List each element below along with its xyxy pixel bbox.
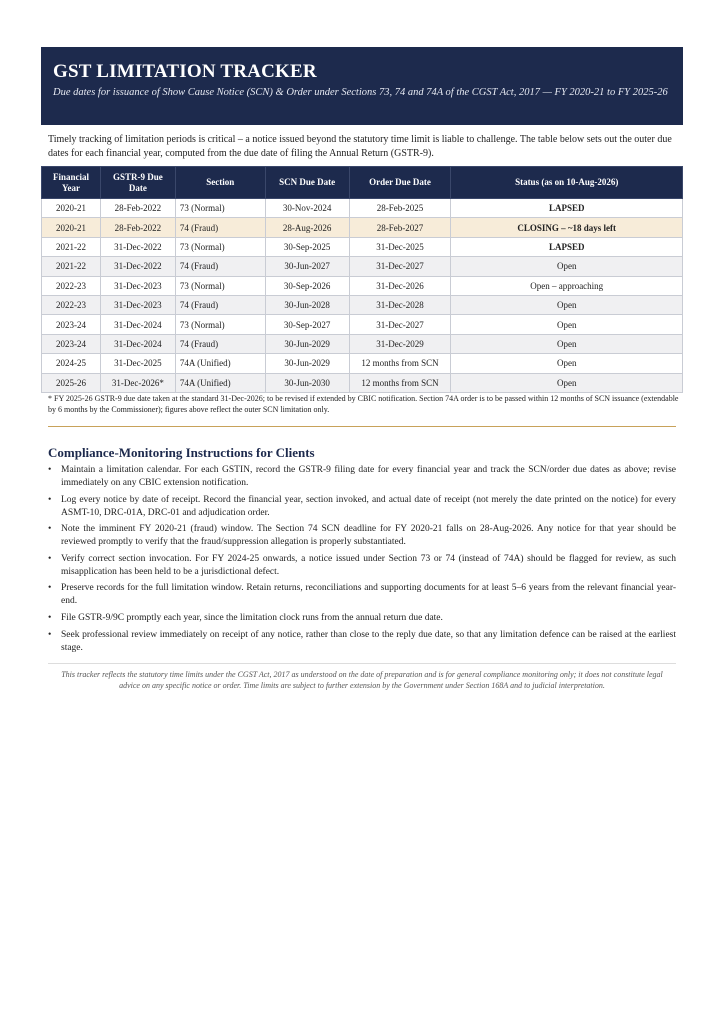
disclaimer-divider	[48, 663, 676, 664]
cell-section: 73 (Normal)	[175, 199, 265, 218]
table-header-row	[42, 167, 683, 199]
instruction-text: Verify correct section invocation. For FY 2024-25 onwards, a notice issued under Section 73 or 74 (instead of 74A) should be flagged for review, as such misapplication has been held to be a jurisdictional defect.	[61, 553, 676, 577]
cell-gstr9-due-date: 31-Dec-2026*	[100, 373, 175, 392]
instruction-text: File GSTR-9/9C promptly each year, since the limitation clock runs from the annual return due date.	[61, 612, 443, 623]
cell-scn-due-date: 30-Sep-2025	[265, 237, 349, 256]
limitation-table	[41, 166, 683, 393]
cell-gstr9-due-date: 31-Dec-2025	[100, 354, 175, 373]
cell-section: 74 (Fraud)	[175, 218, 265, 237]
cell-section: 74 (Fraud)	[175, 257, 265, 276]
cell-gstr9-due-date: 31-Dec-2022	[100, 257, 175, 276]
instructions-list	[48, 464, 676, 658]
cell-financial-year: 2020-21	[42, 218, 101, 237]
instruction-text: Log every notice by date of receipt. Record the financial year, section invoked, and actual date of receipt (not merely the date printed on the notice) for every ASMT-10, DRC-01A, DRC-01 and adjudication order.	[61, 494, 676, 518]
table-row	[42, 354, 683, 373]
cell-financial-year: 2021-22	[42, 237, 101, 256]
instructions-heading: Compliance-Monitoring Instructions for Clients	[48, 445, 315, 460]
column-header-status: Status (as on 10-Aug-2026)	[451, 167, 683, 199]
cell-status: LAPSED	[451, 237, 683, 256]
cell-order-due-date: 31-Dec-2027	[349, 315, 451, 334]
cell-financial-year: 2025-26	[42, 373, 101, 392]
disclaimer-text: This tracker reflects the statutory time limits under the CGST Act, 2017 as understood on the date of preparation and is for general compliance monitoring only; it does not constitute legal advice on any specific notice or order. Time limits are subject to further extension by the Government under Section 168A and to judicial interpretation.	[61, 670, 663, 690]
cell-scn-due-date: 28-Aug-2026	[265, 218, 349, 237]
cell-financial-year: 2024-25	[42, 354, 101, 373]
bullet-icon: •	[48, 524, 52, 535]
instruction-item	[48, 523, 676, 549]
cell-scn-due-date: 30-Sep-2026	[265, 276, 349, 295]
cell-financial-year: 2022-23	[42, 276, 101, 295]
column-header-scn-due-date: SCN Due Date	[265, 167, 349, 199]
column-header-financial-year: Financial Year	[42, 167, 101, 199]
cell-scn-due-date: 30-Jun-2030	[265, 373, 349, 392]
title-banner	[41, 47, 683, 125]
bullet-icon: •	[48, 494, 52, 505]
cell-financial-year: 2023-24	[42, 315, 101, 334]
instruction-item	[48, 553, 676, 579]
cell-section: 74 (Fraud)	[175, 295, 265, 314]
column-header-gstr9-due-date: GSTR-9 Due Date	[100, 167, 175, 199]
cell-gstr9-due-date: 31-Dec-2023	[100, 295, 175, 314]
instruction-text: Seek professional review immediately on receipt of any notice, rather than close to the reply due date, so that any limitation defence can be raised at the earliest stage.	[61, 629, 676, 653]
table-row	[42, 295, 683, 314]
cell-scn-due-date: 30-Nov-2024	[265, 199, 349, 218]
instruction-item	[48, 494, 676, 520]
cell-scn-due-date: 30-Jun-2028	[265, 295, 349, 314]
cell-status: LAPSED	[451, 199, 683, 218]
cell-section: 73 (Normal)	[175, 237, 265, 256]
cell-status: Open	[451, 334, 683, 353]
cell-order-due-date: 28-Feb-2025	[349, 199, 451, 218]
table-row	[42, 257, 683, 276]
table-row	[42, 237, 683, 256]
instruction-item	[48, 612, 676, 625]
cell-order-due-date: 31-Dec-2027	[349, 257, 451, 276]
cell-financial-year: 2021-22	[42, 257, 101, 276]
table-row	[42, 315, 683, 334]
cell-section: 74A (Unified)	[175, 354, 265, 373]
cell-section: 74 (Fraud)	[175, 334, 265, 353]
bullet-icon: •	[48, 583, 52, 594]
cell-financial-year: 2022-23	[42, 295, 101, 314]
page-title: GST LIMITATION TRACKER	[53, 61, 317, 82]
instruction-text: Note the imminent FY 2020-21 (fraud) window. The Section 74 SCN deadline for FY 2020-21 falls on 28-Aug-2026. Any notice for that year should be reviewed promptly to verify that the fraud/suppression allegation is properly substantiated.	[61, 524, 676, 548]
cell-status: Open	[451, 257, 683, 276]
table-row	[42, 218, 683, 237]
cell-section: 73 (Normal)	[175, 276, 265, 295]
cell-order-due-date: 31-Dec-2026	[349, 276, 451, 295]
cell-section: 74A (Unified)	[175, 373, 265, 392]
cell-financial-year: 2020-21	[42, 199, 101, 218]
bullet-icon: •	[48, 612, 52, 623]
intro-paragraph: Timely tracking of limitation periods is critical – a notice issued beyond the statutory time limit is liable to challenge. The table below sets out the outer due dates for each financial year, computed from the due date of filing the Annual Return (GSTR-9).	[48, 134, 672, 159]
cell-gstr9-due-date: 28-Feb-2022	[100, 218, 175, 237]
cell-status: Open	[451, 373, 683, 392]
instruction-item	[48, 629, 676, 655]
bullet-icon: •	[48, 553, 52, 564]
cell-scn-due-date: 30-Sep-2027	[265, 315, 349, 334]
cell-scn-due-date: 30-Jun-2029	[265, 354, 349, 373]
cell-financial-year: 2023-24	[42, 334, 101, 353]
table-body	[42, 199, 683, 393]
cell-order-due-date: 12 months from SCN	[349, 354, 451, 373]
cell-order-due-date: 28-Feb-2027	[349, 218, 451, 237]
cell-status: Open – approaching	[451, 276, 683, 295]
bullet-icon: •	[48, 465, 52, 475]
cell-gstr9-due-date: 28-Feb-2022	[100, 199, 175, 218]
table-row	[42, 276, 683, 295]
cell-gstr9-due-date: 31-Dec-2024	[100, 334, 175, 353]
cell-section: 73 (Normal)	[175, 315, 265, 334]
cell-status: Open	[451, 315, 683, 334]
cell-gstr9-due-date: 31-Dec-2023	[100, 276, 175, 295]
table-footnote: * FY 2025-26 GSTR-9 due date taken at the standard 31-Dec-2026; to be revised if extended by CBIC notification. Section 74A order is to be passed within 12 months of SCN issuance (extendable by 6 months by the Commissioner); figures above reflect the outer SCN limitation only.	[48, 394, 679, 414]
cell-order-due-date: 12 months from SCN	[349, 373, 451, 392]
instruction-item	[48, 464, 676, 490]
table-row	[42, 373, 683, 392]
bullet-icon: •	[48, 629, 52, 640]
cell-status: CLOSING – ~18 days left	[451, 218, 683, 237]
cell-scn-due-date: 30-Jun-2029	[265, 334, 349, 353]
instruction-text: Preserve records for the full limitation window. Retain returns, reconciliations and supporting documents for at least 5–6 years from the relevant financial year-end.	[61, 583, 676, 607]
section-divider	[48, 426, 676, 427]
column-header-section: Section	[175, 167, 265, 199]
table-row	[42, 334, 683, 353]
page-subtitle: Due dates for issuance of Show Cause Notice (SCN) & Order under Sections 73, 74 and 74A of the CGST Act, 2017 — FY 2020-21 to FY 2025-26	[53, 87, 668, 98]
cell-scn-due-date: 30-Jun-2027	[265, 257, 349, 276]
cell-gstr9-due-date: 31-Dec-2024	[100, 315, 175, 334]
cell-order-due-date: 31-Dec-2029	[349, 334, 451, 353]
table-row	[42, 199, 683, 218]
cell-order-due-date: 31-Dec-2028	[349, 295, 451, 314]
cell-status: Open	[451, 295, 683, 314]
cell-order-due-date: 31-Dec-2025	[349, 237, 451, 256]
column-header-order-due-date: Order Due Date	[349, 167, 451, 199]
instruction-text: Maintain a limitation calendar. For each GSTIN, record the GSTR-9 filing date for every financial year and track the SCN/order due dates as above; revise immediately on any CBIC extension notification.	[61, 465, 676, 488]
instruction-item	[48, 582, 676, 608]
cell-status: Open	[451, 354, 683, 373]
cell-gstr9-due-date: 31-Dec-2022	[100, 237, 175, 256]
